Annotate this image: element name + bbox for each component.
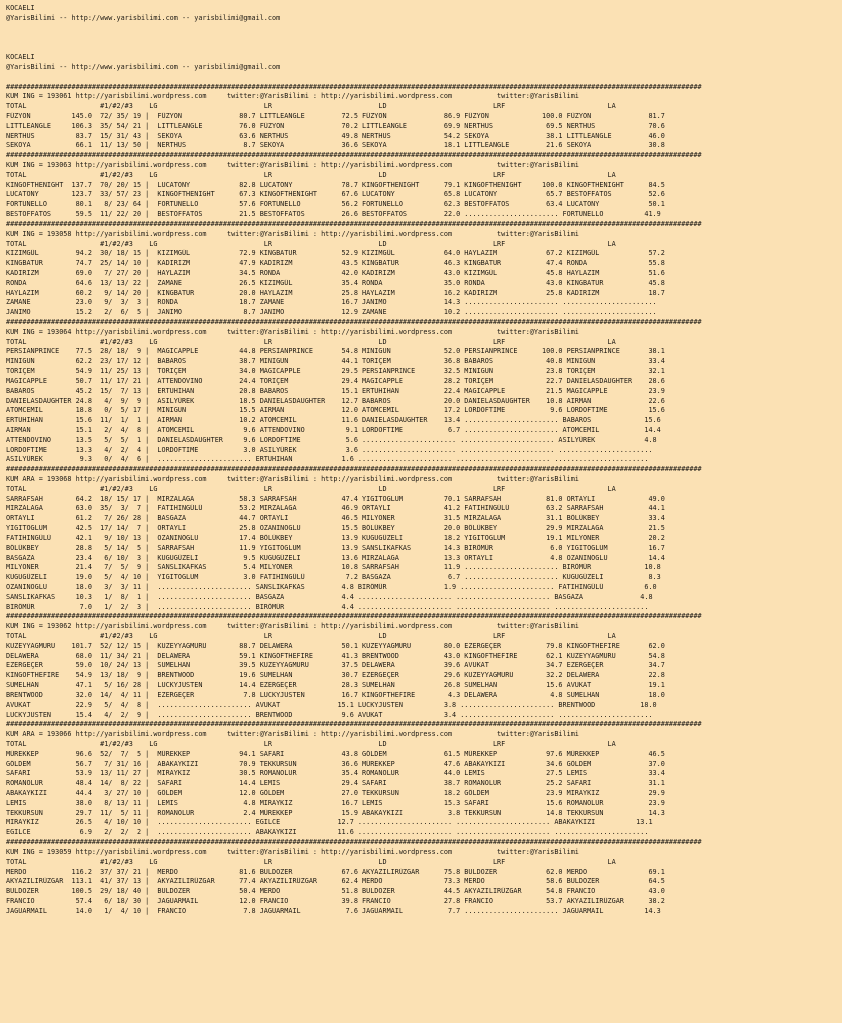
document-line: MIRAYKIZ 26.5 4/ 10/ 10 | ....................... EGILCE 12.7 ....................... ....................... ABAKAYKIZI 13.1	[6, 818, 653, 827]
document-line	[6, 73, 842, 83]
document-line	[6, 24, 842, 34]
document-line: NERTHUS 83.7 15/ 31/ 43 | SEKOYA 63.6 NERTHUS 49.8 NERTHUS 54.2 SEKOYA 38.1 LITTLEANGLE 46.0	[6, 131, 665, 140]
document-line: TOTAL #1/#2/#3 LG LR LD LRF LA	[6, 739, 616, 748]
document-line: KUM ING = 193064 http://yarisbilimi.wordpress.com twitter:@YarisBilimi : http://yarisbilimi.wordpress.com twitter:@YarisBilimi	[6, 327, 579, 336]
document-line: ##########################################################################################################################################################################	[6, 151, 702, 160]
document-line: ##########################################################################################################################################################################	[6, 720, 702, 729]
document-line: KIZIMGÜL 94.2 30/ 18/ 15 | KIZIMGÜL 72.9 KINGBATUR 52.9 KIZIMGÜL 64.0 HAYLAZIM 67.2 KIZIMGÜL 57.2	[6, 249, 665, 258]
document-line: EZERGEÇER 59.0 10/ 24/ 13 | SUMELHAN 39.5 KUZEYYAGMURU 37.5 DELAWERA 39.6 AVUKAT 34.7 EZERGEÇER 34.7	[6, 661, 665, 670]
document-line: TOTAL #1/#2/#3 LG LR LD LRF LA	[6, 102, 616, 111]
document-line: @YarisBilimi -- http://www.yarisbilimi.com -- yarisbilimi@gmail.com	[6, 62, 281, 71]
document-line: BRENTWOOD 32.0 14/ 4/ 11 | EZERGEÇER 7.8 LUCKYJUSTEN 16.7 KINGOFTHEFIRE 4.3 DELAWERA 4.8 SUMELHAN 18.0	[6, 690, 665, 699]
document-line: FRANCIO 57.4 6/ 18/ 30 | JAGUARMAIL 12.0 FRANCIO 39.8 FRANCIO 27.8 FRANCIO 53.7 AKYAZILIRÜZGAR 38.2	[6, 896, 665, 905]
document-line: ##########################################################################################################################################################################	[6, 82, 702, 91]
document-line: KINGOFTHEFIRE 54.9 13/ 18/ 9 | BRENTWOOD 19.6 SUMELHAN 30.7 EZERGEÇER 29.6 KUZEYYAGMURU 32.2 DELAWERA 22.8	[6, 671, 665, 680]
document-line: LUCKYJUSTEN 15.4 4/ 2/ 9 | ....................... BRENTWOOD 9.6 AVUKAT 3.4 ....................... .......................	[6, 710, 653, 719]
document-line: HAYLAZIM 60.2 9/ 14/ 20 | KINGBATUR 20.0 HAYLAZIM 25.8 HAYLAZIM 16.2 KADIRIZM 25.8 KADIRIZM 18.7	[6, 288, 665, 297]
document-line: AKYAZILIRÜZGAR 113.1 41/ 37/ 13 | AKYAZILIRÜZGAR 77.4 AKYAZILIRÜZGAR 62.4 MERDO 73.3 MERDO 58.6 BULDOZER 64.5	[6, 877, 665, 886]
document-line: FATIHINGÜLÜ 42.1 9/ 10/ 13 | OZANINOGLU 17.4 BÖLÜKBEY 13.9 KUGUGÜZELI 18.2 YIGITOGLUM 19.1 MILYONER 20.2	[6, 533, 665, 542]
document-line: KADIRIZM 69.0 7/ 27/ 20 | HAYLAZIM 34.5 RONDA 42.0 KADIRIZM 43.0 KIZIMGÜL 45.8 HAYLAZIM 51.6	[6, 268, 665, 277]
document-line: TORIÇEM 54.9 11/ 25/ 13 | TORIÇEM 34.0 MAGICAPPLE 29.5 PERSIANPRINCE 32.5 MINIGUN 23.8 TORIÇEM 32.1	[6, 367, 665, 376]
document-line: KUGUGÜZELI 19.0 5/ 4/ 10 | YIGITOGLUM 3.0 FATIHINGÜLÜ 7.2 BASGAZA 6.7 ....................... KUGUGÜZELI 8.3	[6, 573, 661, 582]
document-line: KUM ARA = 193068 http://yarisbilimi.wordpress.com twitter:@YarisBilimi : http://yarisbilimi.wordpress.com twitter:@YarisBilimi	[6, 475, 579, 483]
document-line: KUM ING = 193058 http://yarisbilimi.wordpress.com twitter:@YarisBilimi : http://yarisbilimi.wordpress.com twitter:@YarisBilimi	[6, 229, 579, 238]
document-line: ATTENDOVINO 13.5 5/ 5/ 1 | DANIELASDAUGHTER 9.6 LORDOFTIME 5.6 ....................... ....................... ASILYÜREK 4.8	[6, 435, 657, 444]
document-line: GÖLDEM 56.7 7/ 31/ 16 | ABAKAYKIZI 70.9 TEKKURSUN 36.6 MÜREKKEP 47.6 ABAKAYKIZI 34.6 GÖLDEM 37.0	[6, 759, 665, 768]
document-line: BASGAZA 23.4 6/ 10/ 3 | KUGUGÜZELI 9.5 KUGUGÜZELI 13.6 MIRZALAGA 13.3 ORTAYLI 4.8 OZANINOGLU 14.4	[6, 553, 665, 562]
document-line: MÜREKKEP 96.6 52/ 7/ 5 | MÜREKKEP 94.1 SAFARI 43.8 GÖLDEM 61.5 MÜREKKEP 97.6 MÜREKKEP 46.5	[6, 749, 665, 758]
document-line: SEKOYA 66.1 11/ 13/ 50 | NERTHUS 8.7 SEKOYA 36.6 SEKOYA 18.1 LITTLEANGLE 21.6 SEKOYA 30.8	[6, 141, 665, 150]
document-line: FORTUNELLO 80.1 8/ 23/ 64 | FORTUNELLO 57.6 FORTUNELLO 56.2 FORTUNELLO 62.3 BESTOFFATOS 63.4 LUCATONY 50.1	[6, 200, 665, 209]
document-line: TEKKURSUN 29.7 11/ 5/ 11 | ROMANOLUR 2.4 MÜREKKEP 15.9 ABAKAYKIZI 3.8 TEKKURSUN 14.8 TEKKURSUN 14.3	[6, 808, 665, 817]
document-line: BESTOFFATOS 59.5 11/ 22/ 20 | BESTOFFATOS 21.5 BESTOFFATOS 26.6 BESTOFFATOS 22.0 ....................... FORTUNELLO 41.9	[6, 210, 661, 219]
document-line: MIRZALAGA 63.0 35/ 3/ 7 | FATIHINGÜLÜ 53.2 MIRZALAGA 46.9 ORTAYLI 41.2 FATIHINGÜLÜ 63.2 SARRAFSAH 44.1	[6, 504, 665, 513]
document-line: ZAMANE 23.0 9/ 3/ 3 | RONDA 18.7 ZAMANE 16.7 JANIMO 14.3 ....................... .......................	[6, 298, 657, 307]
document-line: KOCAELI	[6, 4, 35, 12]
document-line: KUM ING = 193061 http://yarisbilimi.wordpress.com twitter:@YarisBilimi : http://yarisbilimi.wordpress.com twitter:@YarisBilimi	[6, 92, 579, 101]
document-line: TOTAL #1/#2/#3 LG LR LD LRF LA	[6, 857, 616, 866]
document-line: SARRAFSAH 64.2 18/ 15/ 17 | MIRZALAGA 58.3 SARRAFSAH 47.4 YIGITOGLUM 70.1 SARRAFSAH 81.0 ORTAYLI 49.0	[6, 494, 665, 503]
document-line: LITTLEANGLE 106.3 35/ 54/ 21 | LITTLEANGLE 76.0 FÜZYON 70.2 LITTLEANGLE 69.9 NERTHUS 69.5 NERTHUS 70.6	[6, 121, 665, 130]
document-line: MERDO 116.2 37/ 37/ 21 | MERDO 81.6 BULDOZER 67.6 AKYAZILIRÜZGAR 75.8 BULDOZER 62.0 MERDO 69.1	[6, 867, 665, 876]
document-line: KUZEYYAGMURU 101.7 52/ 12/ 15 | KUZEYYAGMURU 88.7 DELAWERA 50.1 KUZEYYAGMURU 80.0 EZERGEÇER 79.8 KINGOFTHEFIRE 62.0	[6, 641, 665, 650]
document-line: RONDA 64.6 13/ 13/ 22 | ZAMANE 26.5 KIZIMGÜL 35.4 RONDA 35.0 RONDA 43.0 KINGBATUR 45.8	[6, 278, 665, 287]
document-line: OZANINOGLU 18.0 3/ 3/ 11 | ....................... SANSLIKAFKAS 4.8 BIRÖMÜR 1.9 ....................... FATIHINGÜLÜ 6.0	[6, 582, 657, 591]
document-line: SAFARI 53.9 13/ 11/ 27 | MIRAYKIZ 30.5 ROMANOLUR 35.4 ROMANOLUR 44.0 LEMIS 27.5 LEMIS 33.4	[6, 769, 665, 778]
document-line: MAGICAPPLE 50.7 11/ 17/ 21 | ATTENDOVINO 24.4 TORIÇEM 29.4 MAGICAPPLE 28.2 TORIÇEM 22.7 DANIELASDAUGHTER 28.6	[6, 376, 665, 385]
document-line: MILYONER 21.4 7/ 5/ 9 | SANSLIKAFKAS 5.4 MILYONER 10.8 SARRAFSAH 11.9 ....................... BIRÖMÜR 10.8	[6, 563, 661, 572]
document-line: ORTAYLI 61.2 7/ 26/ 28 | BASGAZA 44.7 ORTAYLI 46.5 MILYONER 31.5 MIRZALAGA 31.1 BÖLÜKBEY 33.4	[6, 514, 665, 523]
document-line: JAGUARMAIL 14.0 1/ 4/ 10 | FRANCIO 7.8 JAGUARMAIL 7.6 JAGUARMAIL 7.7 ....................... JAGUARMAIL 14.3	[6, 906, 661, 915]
document-line: DANIELASDAUGHTER 24.8 4/ 9/ 9 | ASILYÜREK 18.5 DANIELASDAUGHTER 12.7 BABAROS 20.0 DANIELASDAUGHTER 10.8 AIRMAN 22.6	[6, 396, 665, 405]
document-line: TOTAL #1/#2/#3 LG LR LD LRF LA	[6, 239, 616, 248]
document-line: AVUKAT 22.9 5/ 4/ 8 | ....................... AVUKAT 15.1 LUCKYJUSTEN 3.8 ....................... BRENTWOOD 18.0	[6, 700, 657, 709]
document-line: KINGOFTHENIGHT 137.7 70/ 20/ 15 | LUCATONY 82.8 LUCATONY 78.7 KINGOFTHENIGHT 79.1 KINGOFTHENIGHT 100.0 KINGOFTHENIGHT 84.5	[6, 180, 665, 189]
document-line: KUM ING = 193063 http://yarisbilimi.wordpress.com twitter:@YarisBilimi : http://yarisbilimi.wordpress.com twitter:@YarisBilimi	[6, 161, 579, 169]
document-line: ##########################################################################################################################################################################	[6, 612, 702, 621]
document-line: KUM ARA = 193066 http://yarisbilimi.wordpress.com twitter:@YarisBilimi : http://yarisbilimi.wordpress.com twitter:@YarisBilimi	[6, 730, 579, 739]
document-line: KOCAELI	[6, 53, 35, 62]
document-line: KUM ING = 193059 http://yarisbilimi.wordpress.com twitter:@YarisBilimi : http://yarisbilimi.wordpress.com twitter:@YarisBilimi	[6, 847, 579, 856]
document-line: FÜZYON 145.0 72/ 35/ 19 | FÜZYON 80.7 LITTLEANGLE 72.5 FÜZYON 86.9 FÜZYON 100.0 FÜZYON 81.7	[6, 111, 665, 120]
document-line: TOTAL #1/#2/#3 LG LR LD LRF LA	[6, 170, 616, 179]
document-line: ASILYÜREK 9.3 0/ 4/ 6 | ....................... ERTUHIHAN 1.6 ....................... ....................... .......................	[6, 455, 649, 464]
document-line: ABAKAYKIZI 44.4 3/ 27/ 10 | GÖLDEM 12.0 GÖLDEM 27.0 TEKKURSUN 18.2 GÖLDEM 23.9 MIRAYKIZ 29.9	[6, 789, 665, 797]
document-line: ##########################################################################################################################################################################	[6, 465, 702, 474]
document-line	[6, 43, 842, 53]
document-line: ##########################################################################################################################################################################	[6, 318, 702, 326]
document-line: BULDOZER 100.5 29/ 18/ 40 | BULDOZER 50.4 MERDO 51.8 BULDOZER 44.5 AKYAZILIRÜZGAR 54.8 FRANCIO 43.0	[6, 887, 665, 896]
document-line: ##########################################################################################################################################################################	[6, 838, 702, 847]
document-line: AIRMAN 15.1 2/ 4/ 8 | ATOMCEMIL 9.6 ATTENDOVINO 9.1 LORDOFTIME 6.7 ....................... ATOMCEMIL 14.4	[6, 425, 661, 434]
document-line: BÖLÜKBEY 28.8 5/ 14/ 5 | SARRAFSAH 11.9 YIGITOGLUM 13.9 SANSLIKAFKAS 14.3 BIRÖMÜR 6.0 YIGITOGLUM 16.7	[6, 543, 665, 552]
document-line: ROMANOLUR 48.4 14/ 8/ 22 | SAFARI 14.4 LEMIS 29.4 SAFARI 38.7 ROMANOLUR 25.2 SAFARI 31.1	[6, 779, 665, 788]
document-line: BABAROS 45.2 15/ 7/ 13 | ERTUHIHAN 20.8 BABAROS 15.1 ERTUHIHAN 22.4 MAGICAPPLE 21.5 MAGICAPPLE 23.9	[6, 386, 665, 395]
document-line: DELAWERA 68.0 11/ 34/ 21 | DELAWERA 59.1 KINGOFTHEFIRE 41.3 BRENTWOOD 43.0 KINGOFTHEFIRE 62.1 KUZEYYAGMURU 54.8	[6, 651, 665, 660]
document-line: PERSIANPRINCE 77.5 28/ 18/ 9 | MAGICAPPLE 44.8 PERSIANPRINCE 54.8 MINIGUN 52.0 PERSIANPRINCE 100.0 PERSIANPRINCE 38.1	[6, 347, 665, 356]
document-line: KINGBATUR 74.7 25/ 14/ 10 | KADIRIZM 47.9 KADIRIZM 43.5 KINGBATUR 46.3 KINGBATUR 47.4 RONDA 55.8	[6, 259, 665, 268]
document-line: ERTUHIHAN 15.6 11/ 1/ 1 | AIRMAN 10.2 ATOMCEMIL 11.6 DANIELASDAUGHTER 13.4 ....................... BABAROS 15.6	[6, 416, 661, 425]
document-line	[6, 33, 842, 43]
document-line: MINIGUN 62.2 23/ 17/ 12 | BABAROS 38.7 MINIGUN 44.1 TORIÇEM 36.8 BABAROS 40.8 MINIGUN 33.4	[6, 357, 665, 366]
document-line: ATOMCEMIL 18.8 0/ 5/ 17 | MINIGUN 15.5 AIRMAN 12.0 ATOMCEMIL 17.2 LORDOFTIME 9.6 LORDOFTIME 15.6	[6, 406, 665, 415]
document-line: LORDOFTIME 13.3 4/ 2/ 4 | LORDOFTIME 3.0 ASILYÜREK 3.6 ....................... ....................... .......................	[6, 445, 653, 454]
document-line: SUMELHAN 47.1 5/ 16/ 28 | LUCKYJUSTEN 14.4 EZERGEÇER 28.3 SUMELHAN 26.8 SUMELHAN 15.6 AVUKAT 19.1	[6, 681, 665, 690]
document-line: LEMIS 38.0 8/ 13/ 11 | LEMIS 4.8 MIRAYKIZ 16.7 LEMIS 15.3 SAFARI 15.6 ROMANOLUR 23.9	[6, 798, 665, 807]
document-line: YIGITOGLUM 42.5 17/ 14/ 7 | ORTAYLI 25.8 OZANINOGLU 15.5 BÖLÜKBEY 20.0 BÖLÜKBEY 29.9 MIRZALAGA 21.5	[6, 524, 665, 533]
document-line: JANIMO 15.2 2/ 6/ 5 | JANIMO 8.7 JANIMO 12.9 ZAMANE 10.2 ....................... .......................	[6, 308, 657, 317]
document-line: TOTAL #1/#2/#3 LG LR LD LRF LA	[6, 632, 616, 640]
document-line: KUM ING = 193062 http://yarisbilimi.wordpress.com twitter:@YarisBilimi : http://yarisbilimi.wordpress.com twitter:@YarisBilimi	[6, 622, 579, 631]
document-line: BIRÖMÜR 7.0 1/ 2/ 3 | ....................... BIRÖMÜR 4.4 ....................... ....................... .......................	[6, 602, 649, 611]
document-line: TOTAL #1/#2/#3 LG LR LD LRF LA	[6, 484, 616, 493]
document-line: ##########################################################################################################################################################################	[6, 219, 702, 228]
document-line: EGILCE 6.9 2/ 2/ 2 | ....................... ABAKAYKIZI 11.6 ....................... ....................... .......................	[6, 828, 649, 837]
document-line: LUCATONY 123.7 33/ 57/ 23 | KINGOFTHENIGHT 67.3 KINGOFTHENIGHT 67.6 LUCATONY 65.8 LUCATONY 65.7 BESTOFFATOS 52.6	[6, 190, 665, 199]
document-line: TOTAL #1/#2/#3 LG LR LD LRF LA	[6, 337, 616, 346]
document-line: @YarisBilimi -- http://www.yarisbilimi.com -- yarisbilimi@gmail.com	[6, 13, 281, 22]
document-line: SANSLIKAFKAS 10.3 1/ 8/ 1 | ....................... BASGAZA 4.4 ....................... ....................... BASGAZA 4.8	[6, 592, 653, 601]
